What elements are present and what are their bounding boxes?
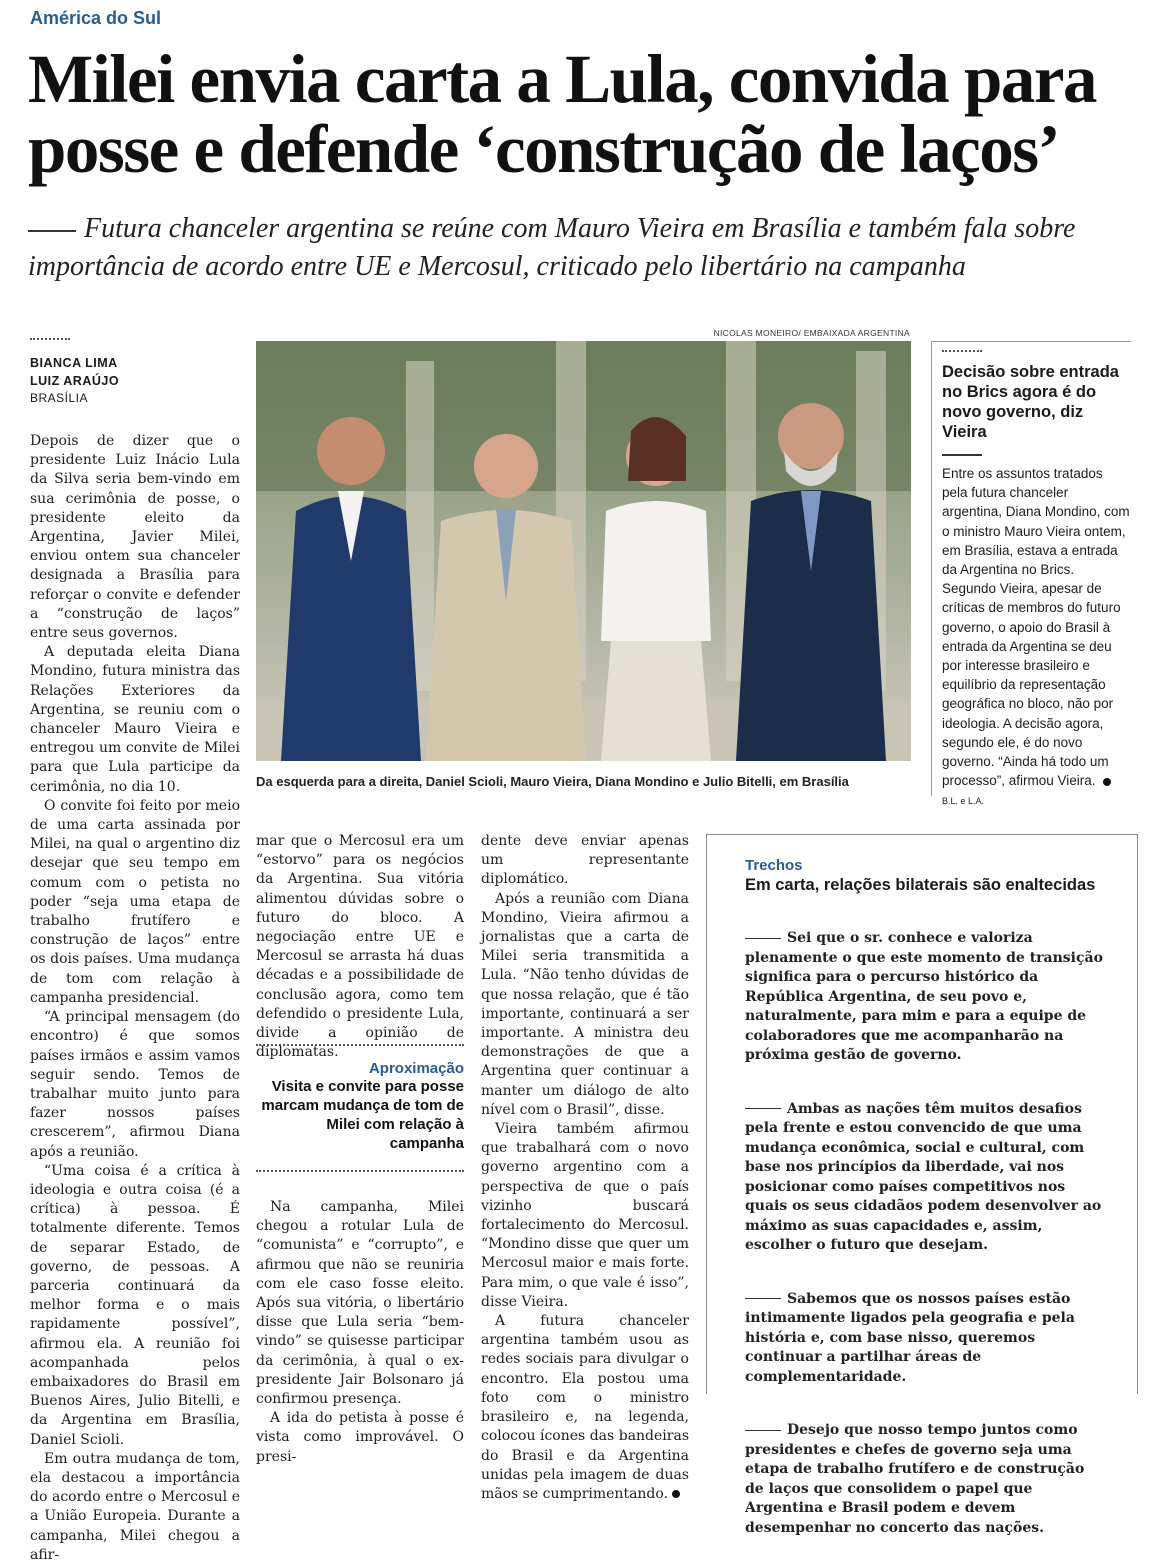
- article-column-3: [481, 832, 689, 1504]
- paragraph: Vieira também afirmou que trabalhará com o novo governo argentino com a perspectiva de que o país vizinho buscará fortalecimento do Mercosul. “Mondino disse que quer um Mercosul maior e mais forte. Para mim, o que vale é isso”, disse Vieira.: [481, 1121, 689, 1310]
- author-2: LUIZ ARAÚJO: [30, 374, 120, 388]
- sidebar-text: Entre os assuntos tratados pela futura chanceler argentina, Diana Mondino, com o ministro Mauro Vieira ontem, em Brasília, estava a entrada da Argentina no Brics. Segundo Vieira, apesar de críticas de membros do futuro governo, o apoio do Brasil à entrada da Argentina se deu por interesse brasileiro e equilíbrio da representação geográfica no bloco, não por ideologia. A decisão agora, segundo ele, é do novo governo. “Ainda há todo um processo”, afirmou Vieira.: [942, 466, 1130, 789]
- paragraph: [481, 1312, 689, 1504]
- excerpt-text: Sabemos que os nossos países estão intimamente ligados pela geografia e pela história e, com base nisso, queremos continuar a partilhar áreas de complementaridade.: [745, 1290, 1075, 1385]
- subhead-text: Futura chanceler argentina se reúne com Mauro Vieira em Brasília e também fala sobre importância de acordo entre UE e Mercosul, criticado pelo libertário na campanha: [28, 213, 1076, 282]
- end-mark-icon: [1103, 778, 1111, 786]
- news-photo: [256, 341, 911, 761]
- article-column-1: [30, 432, 240, 1565]
- paragraph: A deputada eleita Diana Mondino, futura ministra das Relações Exteriores da Argentina, se reuniu com o chanceler Mauro Vieira e entregou um convite de Milei para que Lula participe da cerimônia, no dia 10.: [30, 644, 240, 795]
- article-column-2-continued: [256, 1198, 464, 1467]
- quote-rule: [745, 1298, 781, 1299]
- sidebar-signature: B.L. e L.A.: [942, 796, 985, 807]
- sidebar-title: Decisão sobre entrada no Brics agora é do novo governo, diz Vieira: [942, 363, 1119, 441]
- paragraph: O convite foi feito por meio de uma carta assinada por Milei, na qual o argentino diz desejar que seu tempo em comum com o petista no poder “seja uma etapa de trabalho frutífero e construção de laços” entre os dois países. Uma mudança de tom com relação à campanha presidencial.: [30, 797, 240, 1006]
- headline: Milei envia carta a Lula, convida para posse e defende ‘construção de laços’: [28, 41, 1097, 187]
- quote-rule: [745, 938, 781, 939]
- paragraph: Na campanha, Milei chegou a rotular Lula de “comunista” e “corrupto”, e afirmou que não se reuniria com ele caso fosse eleito. Após sua vitória, o libertário disse que Lula seria “bem-vindo” se quisesse participar da cerimônia, à qual o ex-presidente Jair Bolsonaro já confirmou presença.: [256, 1199, 464, 1408]
- aproximacao-kicker: Aproximação: [368, 1060, 464, 1077]
- author-1: BIANCA LIMA: [30, 356, 118, 370]
- subhead-rule: [28, 230, 76, 232]
- quote-rule: [745, 1108, 781, 1109]
- trechos-kicker: Trechos: [745, 857, 803, 874]
- section-label: América do Sul: [30, 8, 162, 28]
- aproximacao-box: [256, 1044, 464, 1172]
- paragraph: dente deve enviar apenas um representante diplomático.: [481, 833, 689, 888]
- paragraph: Em outra mudança de tom, ela destacou a importância do acordo entre o Mercosul e a União Europeia. Durante a campanha, Milei chegou a afir-: [30, 1450, 240, 1563]
- paragraph: A ida do petista à posse é vista como improvável. O presi-: [256, 1410, 464, 1465]
- trechos-title: Em carta, relações bilaterais são enaltecidas: [745, 876, 1096, 894]
- letter-excerpt: [745, 929, 1105, 1066]
- photo-credit: NICOLAS MONEIRO/ EMBAIXADA ARGENTINA: [713, 328, 910, 338]
- paragraph-text: A futura chanceler argentina também usou as redes sociais para divulgar o encontro. Ela postou uma foto com o ministro brasileiro e, na legenda, colocou ícones das bandeiras do Brasil e da Argentina unidas pela imagem de duas mãos se cumprimentando.: [481, 1313, 689, 1502]
- dateline-city: BRASÍLIA: [30, 391, 89, 405]
- photo-caption: Da esquerda para a direita, Daniel Scioli, Mauro Vieira, Diana Mondino e Julio Bitelli, em Brasília: [256, 774, 849, 789]
- trechos-box: [706, 834, 1138, 1536]
- quote-rule: [745, 1430, 781, 1431]
- news-photo-illustration: [256, 341, 911, 761]
- brics-sidebar: [931, 341, 1131, 807]
- article-column-2: [256, 832, 464, 1062]
- letter-excerpt: [745, 1421, 1105, 1538]
- excerpt-text: Ambas as nações têm muitos desafios pela frente e estou convencido de que uma mudança econômica, social e cultural, com base nos princípios da liberdade, vai nos posicionar como países competitivos nos quais os seus cidadãos podem desenvolver ao máximo as suas capacidades e, assim, escolher o futuro que desejam.: [745, 1100, 1102, 1253]
- sidebar-body: [942, 464, 1131, 812]
- subhead: [28, 210, 1138, 286]
- sidebar-divider: [942, 350, 982, 352]
- paragraph: mar que o Mercosul era um “estorvo” para os negócios da Argentina. Sua vitória alimentou dúvidas sobre o futuro do bloco. A negociação entre UE e Mercosul se arrasta há duas décadas e a possibilidade de conclusão agora, como tem defendido o presidente Lula, divide a opinião de diplomatas.: [256, 833, 464, 1061]
- end-mark-icon: [672, 1490, 680, 1498]
- paragraph: Após a reunião com Diana Mondino, Vieira afirmou a jornalistas que a carta de Milei seria transmitida a Lula. “Não tenho dúvidas de que nossa relação, que é tão importante, continuará a ser importante. A ministra deu demonstrações de que a Argentina quer continuar a manter um diálogo de alto nível com o Brasil”, disse.: [481, 890, 689, 1118]
- byline-divider: [30, 338, 70, 340]
- paragraph: Depois de dizer que o presidente Luiz Inácio Lula da Silva seria bem-vindo em sua cerimônia de posse, o presidente eleito da Argentina, Javier Milei, enviou ontem sua chanceler designada a Brasília para reforçar o convite e defender a “construção de laços” entre seus governos.: [30, 433, 240, 642]
- letter-excerpt: [745, 1290, 1105, 1388]
- paragraph: “Uma coisa é a crítica à ideologia e outra coisa (é a crítica) à pessoa. É totalmente diferente. Temos de separar Estado, de governo, de pessoas. A parceria continuará da melhor forma e o mais rapidamente possível”, afirmou ela. A reunião foi acompanhada pelos embaixadores do Brasil em Buenos Aires, Julio Bitelli, e da Argentina em Brasília, Daniel Scioli.: [30, 1162, 240, 1448]
- byline: [30, 338, 240, 406]
- excerpt-text: Desejo que nosso tempo juntos como presidentes e chefes de governo seja uma etapa de trabalho frutífero e de construção de laços que consolidem o papel que Argentina e Brasil podem e devem desempenhar no concerto das nações.: [745, 1422, 1085, 1536]
- letter-excerpt: [745, 1100, 1105, 1256]
- sidebar-rule: [942, 454, 982, 456]
- paragraph: “A principal mensagem (do encontro) é que somos países irmãos e assim vamos seguir sendo. Temos de trabalhar muito junto para fazer nossos países crescerem”, afirmou Diana após a reunião.: [30, 1009, 240, 1160]
- aproximacao-title: Visita e convite para posse marcam mudança de tom de Milei com relação à campanha: [261, 1078, 464, 1152]
- excerpt-text: Sei que o sr. conhece e valoriza plenamente o que este momento de transição significa para o percurso histórico da República Argentina, de seu povo e, naturalmente, para mim e para a equipe de colaboradores que me acompanharão na próxima gestão de governo.: [745, 930, 1103, 1063]
